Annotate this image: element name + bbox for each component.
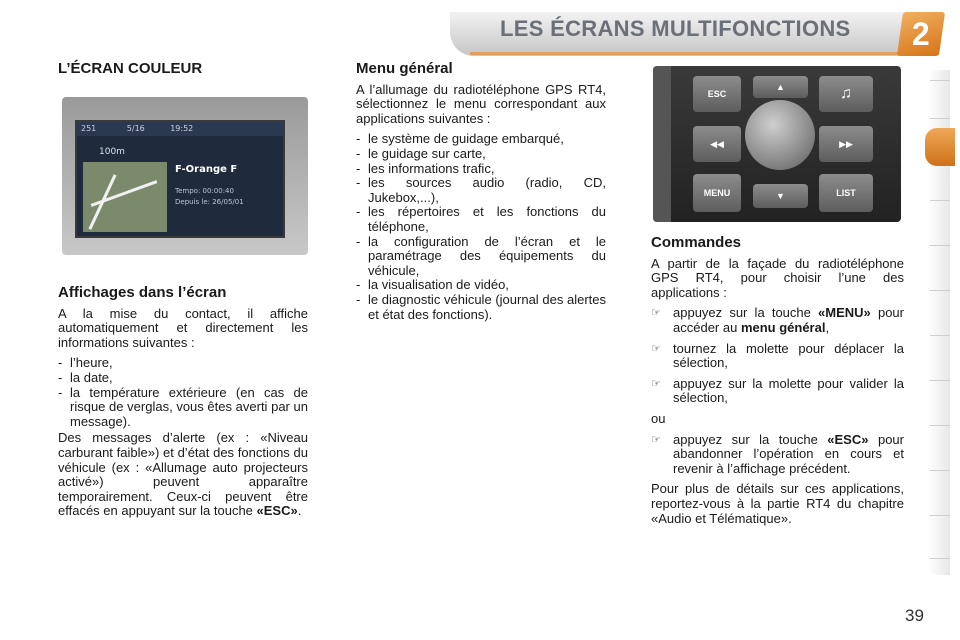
screen-info-line: Tempo: 00:00:40 xyxy=(175,187,234,195)
screen-info-line: Depuis le: 26/05/01 xyxy=(175,198,244,206)
paragraph: A la mise du contact, il affiche automatiquement et directement les informations suivantes : xyxy=(58,305,308,350)
display-section xyxy=(58,286,308,525)
list-item: - les informations trafic, xyxy=(356,162,606,177)
esc-button[interactable]: ESC xyxy=(693,76,741,112)
list-item xyxy=(651,342,904,371)
punctuation: . xyxy=(297,503,302,519)
list-item: - le guidage sur carte, xyxy=(356,147,606,162)
step-text: appuyez sur la touche xyxy=(673,431,828,447)
messages-text: Des messages d’alerte (ex : «Niveau carburant faible») et d’état des fonctions du véhicule (ex : «Allumage auto projecteurs activé») peuvent apparaître temporairement. Ceux-ci peuvent être effacés en appuyant sur la touche xyxy=(58,430,308,519)
section-subtitle: Affichages dans l’écran xyxy=(58,284,227,301)
punctuation: , xyxy=(825,319,830,335)
fast-forward-button[interactable]: ▶▶ xyxy=(819,126,873,162)
list-item xyxy=(651,433,904,477)
paragraph: Pour plus de détails sur ces applications, reportez-vous à la partie RT4 du chapitre «Audio et Télématique». xyxy=(651,481,904,526)
menu-button[interactable]: MENU xyxy=(693,174,741,212)
controls-list-alt xyxy=(651,433,904,477)
step-text: pour abandonner l’opération en cours et revenir à l’affichage précédent. xyxy=(673,431,904,476)
screen-clock: 19:52 xyxy=(170,124,194,133)
step-text: tournez la molette pour déplacer la sélection, xyxy=(673,340,904,371)
page-title: LES ÉCRANS MULTIFONCTIONS xyxy=(500,16,851,41)
paragraph: A partir de la façade du radiotéléphone GPS RT4, pour choisir l’une des applications : xyxy=(651,255,904,300)
list-item: - la configuration de l’écran et le paramétrage des équipements du véhicule, xyxy=(356,235,606,279)
screen-map xyxy=(83,162,167,232)
rewind-button[interactable]: ◀◀ xyxy=(693,126,741,162)
panel-side-keys xyxy=(653,66,671,222)
section-title: Menu général xyxy=(356,60,453,77)
side-tab[interactable] xyxy=(930,200,950,201)
chapter-badge xyxy=(897,12,945,56)
list-item xyxy=(651,306,904,335)
control-panel-photo xyxy=(653,66,901,222)
side-tab[interactable] xyxy=(930,290,950,291)
step-text: appuyez sur la touche xyxy=(673,305,819,321)
pointing-finger-icon: ☞ xyxy=(651,307,661,320)
main-menu-section xyxy=(356,62,606,324)
display-list xyxy=(58,356,308,429)
control-knob[interactable] xyxy=(745,100,815,170)
map-road xyxy=(91,180,158,207)
side-tab[interactable] xyxy=(930,80,950,81)
color-screen-title-block xyxy=(58,62,308,83)
side-tab[interactable] xyxy=(930,380,950,381)
page-number: 39 xyxy=(905,606,924,625)
step-text: appuyez sur la molette pour valider la sélection, xyxy=(673,375,904,406)
paragraph xyxy=(58,431,308,519)
or-text: ou xyxy=(651,410,666,426)
list-item: - la température extérieure (en cas de risque de verglas, vous êtes averti par un message). xyxy=(58,386,308,430)
list-item: - la date, xyxy=(58,371,308,386)
chapter-number: 2 xyxy=(912,15,930,52)
side-tab[interactable] xyxy=(930,515,950,516)
pointing-finger-icon: ☞ xyxy=(651,342,661,355)
screen-status-left: 251 xyxy=(81,124,97,133)
pointing-finger-icon: ☞ xyxy=(651,433,661,446)
screen-radio-station: F-Orange F xyxy=(175,164,238,175)
list-item xyxy=(651,377,904,406)
music-icon[interactable]: ♫ xyxy=(819,76,873,112)
side-tab[interactable] xyxy=(930,470,950,471)
section-title: L’ÉCRAN COULEUR xyxy=(58,60,203,77)
list-item: - l’heure, xyxy=(58,356,308,371)
screen-map-scale: 100m xyxy=(99,147,125,157)
side-tab-active[interactable] xyxy=(925,128,955,166)
list-item: - le système de guidage embarqué, xyxy=(356,132,606,147)
side-tab[interactable] xyxy=(930,558,950,559)
list-item: - la visualisation de vidéo, xyxy=(356,278,606,293)
section-title: Commandes xyxy=(651,234,742,251)
controls-section xyxy=(651,236,904,532)
down-arrow-button[interactable]: ▼ xyxy=(753,184,808,208)
color-screen xyxy=(75,120,285,238)
esc-key-label: «ESC» xyxy=(827,431,869,447)
esc-key-label: «ESC» xyxy=(256,503,298,519)
menu-list xyxy=(356,132,606,322)
menu-key-label: «MENU» xyxy=(818,305,871,321)
side-tab[interactable] xyxy=(930,425,950,426)
header-stripe xyxy=(470,52,900,55)
step-text: pour accéder au xyxy=(673,305,904,335)
controls-list xyxy=(651,306,904,406)
up-arrow-button[interactable]: ▲ xyxy=(753,76,808,98)
screen-status-bar xyxy=(77,122,283,136)
list-item: - les répertoires et les fonctions du téléphone, xyxy=(356,205,606,234)
pointing-finger-icon: ☞ xyxy=(651,377,661,390)
list-item: - les sources audio (radio, CD, Jukebox,...), xyxy=(356,176,606,205)
screen-status-mid: 5/16 xyxy=(126,124,145,133)
side-tab[interactable] xyxy=(930,118,950,119)
main-menu-label: menu général xyxy=(740,319,826,335)
paragraph: A l’allumage du radiotéléphone GPS RT4, sélectionnez le menu correspondant aux applications suivantes : xyxy=(356,81,606,126)
list-item: - le diagnostic véhicule (journal des alertes et état des fonctions). xyxy=(356,293,606,322)
list-button[interactable]: LIST xyxy=(819,174,873,212)
side-tab[interactable] xyxy=(930,245,950,246)
screen-info xyxy=(175,186,244,208)
side-tab[interactable] xyxy=(930,335,950,336)
